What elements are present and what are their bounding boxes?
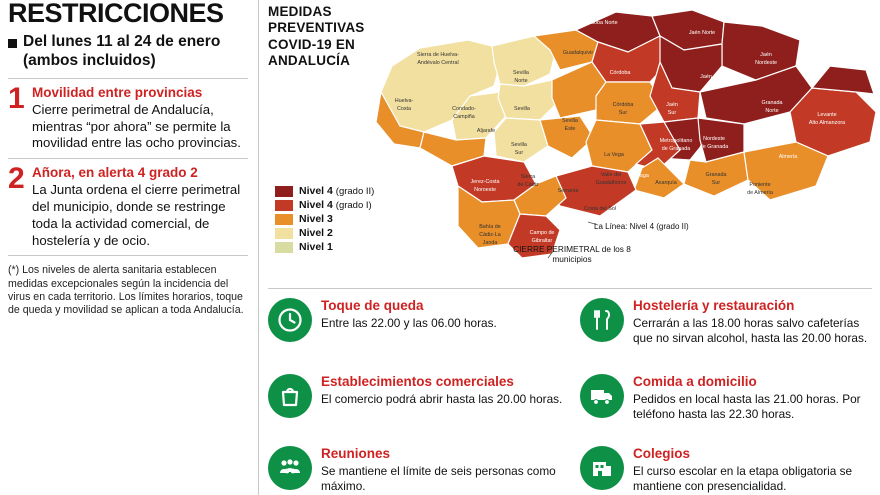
svg-text:Serranía: Serranía [557,188,579,194]
svg-text:Gibraltar: Gibraltar [531,238,553,244]
restriction-item-1 [8,82,248,152]
svg-text:de Cádiz: de Cádiz [517,182,539,188]
svg-text:Janda: Janda [482,240,498,246]
svg-text:Jaén Norte: Jaén Norte [688,30,716,36]
svg-text:Metropolitano: Metropolitano [659,138,693,144]
legend-label: Nivel 4 (grado II) [299,185,375,197]
measure-restaurants [580,298,880,347]
page-title: RESTRICCIONES [8,0,224,28]
svg-text:Sevilla: Sevilla [513,70,529,76]
cutlery-icon [580,298,624,342]
measures-grid [268,298,880,495]
svg-text:Axarquía: Axarquía [655,180,677,186]
svg-text:Sur: Sur [667,110,677,116]
svg-text:de Granada: de Granada [699,144,729,150]
measure-title: Hostelería y restauración [633,298,795,313]
svg-text:Norte: Norte [765,108,779,114]
svg-text:de Almería: de Almería [747,190,773,196]
horizontal-divider [268,288,872,289]
map-title: MEDIDAS PREVENTIVAS COVID-19 EN ANDALUCÍA [268,4,365,69]
item-text: Cierre perimetral de Andalucía, mientras “por ahora” se permite la movilidad entre las ocho provincias. [32,101,241,151]
svg-text:Sevilla: Sevilla [511,142,527,148]
clock-icon [268,298,312,342]
svg-text:Córdoba Norte: Córdoba Norte [582,20,618,26]
measure-text: Cerrarán a las 18.00 horas salvo cafeterías que no sirvan alcohol, hasta las 20.00 horas. [633,315,868,346]
divider [8,78,248,79]
legend-label: Nivel 4 (grado I) [299,199,372,211]
svg-text:Sur: Sur [514,150,524,156]
item-number: 1 [8,82,25,116]
measure-text: Entre las 22.00 y las 06.00 horas. [321,315,497,330]
item-heading: Movilidad entre provincias [32,85,203,101]
svg-text:Noroeste: Noroeste [474,187,496,193]
measure-title: Toque de queda [321,298,424,313]
measure-gatherings [268,446,568,495]
legend-swatch [275,200,293,211]
svg-text:Granada: Granada [705,172,727,178]
measure-title: Reuniones [321,446,391,461]
svg-text:Málaga: Málaga [631,173,649,179]
map-legend [275,185,374,255]
svg-text:Valle del: Valle del [600,172,622,178]
svg-text:Poniente: Poniente [749,182,771,188]
svg-text:Jaén: Jaén [666,102,678,108]
legend-item [275,185,374,197]
svg-text:Huelva-: Huelva- [394,98,414,104]
restrictions-panel [0,0,258,495]
svg-text:Nordeste: Nordeste [755,60,777,66]
svg-text:Sierra: Sierra [520,174,536,180]
svg-text:Campo de: Campo de [529,230,555,236]
date-range-bullet [8,33,248,70]
svg-text:Andévalo Central: Andévalo Central [417,60,459,66]
svg-text:Nordeste: Nordeste [703,136,725,142]
svg-text:Bahía de: Bahía de [479,224,501,230]
legend-label: Nivel 3 [299,213,333,225]
svg-text:Campiña: Campiña [453,114,475,120]
svg-text:de Granada: de Granada [661,146,691,152]
legend-swatch [275,214,293,225]
svg-text:Almería: Almería [778,154,798,160]
footnote: (*) Los niveles de alerta sanitaria establecen medidas excepcionales según la incidencia del virus en cada territorio. Los límites horarios, toque de queda y movilidad se aplican a toda Andalucía. [8,264,244,317]
svg-text:Jerez-Costa: Jerez-Costa [470,179,500,185]
svg-text:Guadalquivir: Guadalquivir [562,50,594,56]
vertical-divider [258,0,259,495]
measure-curfew [268,298,568,342]
item-heading: Añora, en alerta 4 grado 2 [32,165,198,181]
restriction-item-2 [8,162,248,249]
people-icon [268,446,312,490]
la-linea-note: La Línea: Nivel 4 (grado II) [594,222,689,231]
svg-text:Alto Almanzora: Alto Almanzora [808,120,846,126]
divider [8,158,248,159]
delivery-truck-icon [580,374,624,418]
measure-shops [268,374,568,418]
legend-swatch [275,186,293,197]
svg-text:Sur: Sur [711,180,721,186]
measure-text: Pedidos en local hasta las 21.00 horas. Por teléfono hasta las 22.30 horas. [633,391,861,422]
svg-text:Sevilla: Sevilla [562,118,578,124]
svg-text:Córdoba: Córdoba [612,102,634,108]
svg-text:Norte: Norte [514,78,528,84]
svg-text:Costa: Costa [396,106,412,112]
bullet-square-icon [8,39,17,48]
legend-label: Nivel 1 [299,241,333,253]
legend-label: Nivel 2 [299,227,333,239]
svg-text:Levante: Levante [817,112,837,118]
legend-swatch [275,228,293,239]
svg-text:Costa del Sol: Costa del Sol [583,206,617,212]
legend-item [275,213,374,225]
legend-item [275,241,374,253]
legend-swatch [275,242,293,253]
svg-text:Sierra de Huelva-: Sierra de Huelva- [417,52,459,58]
svg-text:Córdoba: Córdoba [609,70,631,76]
svg-text:Jaén: Jaén [700,74,712,80]
divider [8,255,248,256]
legend-item [275,199,374,211]
shopping-bag-icon [268,374,312,418]
svg-text:Sevilla: Sevilla [514,106,530,112]
measure-title: Comida a domicilio [633,374,757,389]
svg-text:Aljarafe: Aljarafe [476,128,496,134]
svg-text:Cádiz-La: Cádiz-La [479,232,501,238]
svg-text:Este: Este [564,126,576,132]
svg-text:Guadalhorce: Guadalhorce [595,180,627,186]
item-text: La Junta ordena el cierre perimetral del municipio, donde se restringe toda la actividad comercial, de hostelería y de ocio. [32,181,241,248]
svg-text:Jaén: Jaén [760,52,772,58]
item-number: 2 [8,162,25,196]
school-icon [580,446,624,490]
svg-text:La Vega: La Vega [604,152,624,158]
measure-delivery [580,374,880,423]
svg-text:Condado-: Condado- [452,106,476,112]
legend-item [275,227,374,239]
measure-title: Establecimientos comerciales [321,374,514,389]
date-range-text: Del lunes 11 al 24 de enero (ambos incluidos) [23,33,221,69]
measure-text: Se mantiene el límite de seis personas como máximo. [321,463,556,494]
svg-text:Sur: Sur [618,110,628,116]
measure-text: El comercio podrá abrir hasta las 20.00 horas. [321,391,563,406]
measure-schools [580,446,880,495]
measure-title: Colegios [633,446,691,461]
svg-text:Granada: Granada [761,100,783,106]
measure-text: El curso escolar en la etapa obligatoria se mantiene con presencialidad. [633,463,853,494]
perimeter-closure-note: CIERRE PERIMETRAL de los 8 municipios [513,244,631,264]
